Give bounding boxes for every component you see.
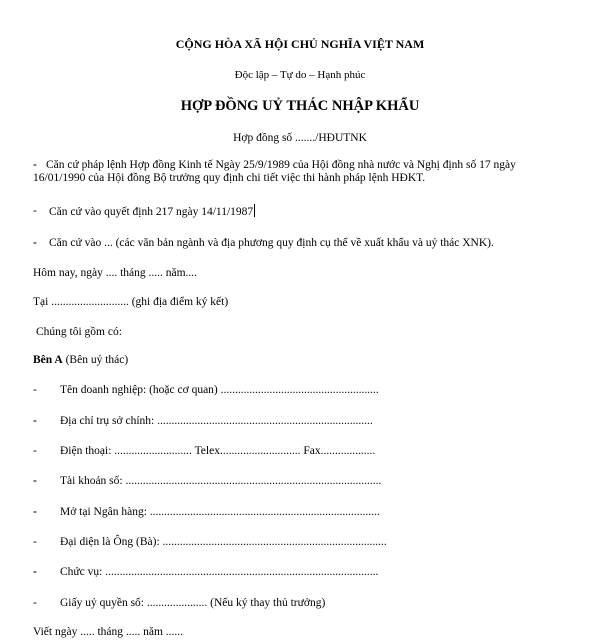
preamble-item-1-line-2: 16/01/1990 của Hội đồng Bộ trưởng quy định chi tiết việc thi hành pháp lệnh HĐKT.	[33, 172, 426, 184]
party-a-field: Đại diện là Ông (Bà): ..............................................................................	[60, 536, 387, 548]
party-a-field: Giấy uỷ quyền số: ..................... (Nếu ký thay thủ trưởng)	[60, 597, 326, 609]
preamble-item-2	[49, 204, 255, 219]
party-a-field-dash: -	[33, 506, 37, 518]
party-a-field-dash: -	[33, 475, 37, 487]
preamble-item-2-text: Căn cứ vào quyết định 217 ngày 14/11/1987	[49, 206, 254, 218]
party-a-field-dash: -	[33, 415, 37, 427]
we-include-line: Chúng tôi gồm có:	[36, 326, 122, 338]
written-date-line: Viết ngày ..... tháng ..... năm ......	[33, 626, 184, 638]
party-a-field: Địa chỉ trụ sở chính: ...........................................................................	[60, 415, 373, 427]
party-a-field: Mở tại Ngân hàng: ................................................................................	[60, 506, 380, 518]
party-a-heading	[33, 353, 128, 367]
party-a-field: Tài khoản số: .........................................................................................	[60, 475, 382, 487]
place-line: Tại ........................... (ghi địa điểm ký kết)	[33, 296, 229, 308]
party-a-field-dash: -	[33, 536, 37, 548]
party-a-field-dash: -	[33, 445, 37, 457]
preamble-bullet-1: -	[33, 159, 37, 171]
party-a-label: Bên A	[33, 354, 63, 366]
preamble-bullet-3: -	[33, 237, 37, 249]
party-a-field: Điện thoại: ........................... Telex............................ Fax...................	[60, 445, 376, 457]
preamble-item-3: Căn cứ vào ... (các văn bản ngành và địa phương quy định cụ thể về xuất khẩu và uỷ thác XNK).	[49, 237, 494, 249]
party-a-field-dash: -	[33, 566, 37, 578]
party-a-field-dash: -	[33, 384, 37, 396]
text-cursor	[254, 204, 255, 217]
preamble-bullet-2: -	[33, 205, 37, 217]
party-a-role: (Bên uỷ thác)	[62, 354, 129, 366]
national-title: CỘNG HÒA XÃ HỘI CHỦ NGHĨA VIỆT NAM	[175, 37, 425, 51]
party-a-field: Tên doanh nghiệp: (hoặc cơ quan) .......................................................	[60, 384, 379, 396]
national-motto: Độc lập – Tự do – Hạnh phúc	[234, 69, 366, 81]
contract-title: HỢP ĐỒNG UỶ THÁC NHẬP KHẨU	[180, 98, 420, 114]
today-line: Hôm nay, ngày .... tháng ..... năm....	[33, 267, 198, 279]
party-a-field: Chức vụ: ...............................................................................................	[60, 566, 379, 578]
contract-number: Hợp đồng số ......./HĐUTNK	[233, 132, 367, 144]
preamble-item-1-line-1: Căn cứ pháp lệnh Hợp đồng Kinh tế Ngày 25/9/1989 của Hội đồng nhà nước và Nghị định số 17 ngày	[46, 159, 516, 171]
party-a-field-dash: -	[33, 597, 37, 609]
